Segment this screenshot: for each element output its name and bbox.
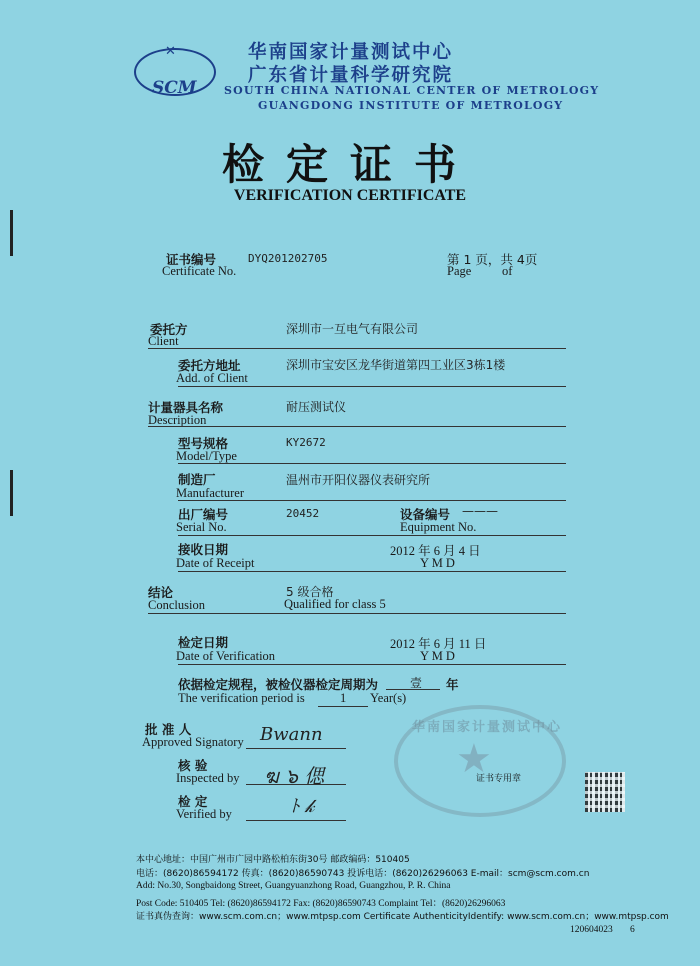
org-name-en-2: GUANGDONG INSTITUTE OF METROLOGY bbox=[258, 99, 564, 112]
serial-label-en: Serial No. bbox=[176, 520, 227, 534]
receipt-date-label-cn: 接收日期 bbox=[178, 542, 229, 557]
description-value: 耐压测试仪 bbox=[286, 400, 347, 414]
footer-address-en: Add: No.30, Songbaidong Street, Guangyuanzhong Road, Guangzhou, P. R. China bbox=[136, 881, 451, 891]
divider bbox=[178, 386, 566, 387]
title-en: VERIFICATION CERTIFICATE bbox=[233, 187, 467, 204]
page-count-cn: 第 1 页，共 4页 bbox=[447, 252, 538, 267]
divider bbox=[178, 664, 566, 665]
verification-date-label-cn: 检定日期 bbox=[178, 635, 229, 650]
seal-text: 华南国家计量测试中心 bbox=[412, 720, 563, 735]
manufacturer-value: 温州市开阳仪器仪表研究所 bbox=[286, 473, 431, 487]
page-label-en: Page bbox=[447, 264, 472, 278]
client-address-label-en: Add. of Client bbox=[176, 371, 248, 385]
description-label-cn: 计量器具名称 bbox=[148, 400, 224, 415]
period-unit-cn: 年 bbox=[446, 677, 459, 692]
approved-label-en: Approved Signatory bbox=[142, 735, 244, 749]
conclusion-value-en: Qualified for class 5 bbox=[284, 597, 386, 611]
footer-contact-cn: 电话：(8620)86594172 传真：(8620)86590743 投诉电话：(8620)26296063 E-mail：scm@scm.com.cn bbox=[136, 869, 590, 879]
client-address-label-cn: 委托方地址 bbox=[178, 358, 241, 373]
description-label-en: Description bbox=[148, 413, 207, 427]
receipt-date-label-en: Date of Receipt bbox=[176, 556, 255, 570]
org-name-cn-2: 广东省计量科学研究院 bbox=[248, 65, 454, 86]
client-address-value: 深圳市宝安区龙华街道第四工业区3栋1楼 bbox=[286, 358, 506, 372]
verification-date-value: 2012 年 6 月 11 日 bbox=[390, 637, 487, 651]
footer-page-number: 6 bbox=[630, 925, 635, 935]
serial-label-cn: 出厂编号 bbox=[178, 507, 229, 522]
seal-caption: 证书专用章 bbox=[476, 774, 522, 784]
divider bbox=[246, 820, 346, 821]
divider bbox=[178, 571, 566, 572]
verification-date-label-en: Date of Verification bbox=[176, 649, 276, 663]
client-label-en: Client bbox=[148, 334, 179, 348]
equipment-value: ——— bbox=[462, 504, 498, 518]
org-name-cn-1: 华南国家计量测试中心 bbox=[248, 42, 454, 63]
approved-signature: Bwann bbox=[260, 724, 323, 745]
period-unit-en: Year(s) bbox=[370, 691, 407, 705]
model-label-cn: 型号规格 bbox=[178, 436, 229, 451]
verified-label-cn: 检 定 bbox=[178, 794, 208, 809]
logo-text: SCM bbox=[152, 78, 197, 98]
inspected-label-en: Inspected by bbox=[176, 771, 240, 785]
page-of-en: of bbox=[502, 264, 513, 278]
binding-mark bbox=[10, 210, 13, 256]
receipt-date-value: 2012 年 6 月 4 日 bbox=[390, 544, 481, 558]
equipment-label-cn: 设备编号 bbox=[400, 507, 451, 522]
approved-label-cn: 批 准 人 bbox=[145, 722, 192, 737]
serial-value: 20452 bbox=[286, 507, 320, 520]
period-label-cn: 依据检定规程，被检仪器检定周期为 bbox=[178, 677, 379, 692]
divider bbox=[246, 748, 346, 749]
divider bbox=[178, 535, 566, 536]
cert-no-label-cn: 证书编号 bbox=[166, 252, 217, 267]
footer-address-cn: 本中心地址：中国广州市广园中路松柏东街30号 邮政编码：510405 bbox=[136, 855, 410, 865]
divider bbox=[148, 426, 566, 427]
divider bbox=[318, 706, 368, 707]
divider bbox=[148, 348, 566, 349]
model-label-en: Model/Type bbox=[176, 449, 237, 463]
verified-signature: ﾄ 𝓀 bbox=[290, 796, 315, 817]
divider bbox=[386, 689, 440, 690]
receipt-date-ymd: Y M D bbox=[420, 556, 455, 570]
cert-no-value: DYQ201202705 bbox=[248, 252, 328, 265]
footer-authenticity: 证书真伪查询：www.scm.com.cn；www.mtpsp.com Certificate AuthenticityIdentify: www.scm.com.cn；www.mtpsp.com bbox=[136, 912, 669, 922]
org-name-en-1: SOUTH CHINA NATIONAL CENTER OF METROLOGY bbox=[224, 84, 600, 97]
period-value-cn: 壹 bbox=[410, 676, 423, 690]
footer-code: 120604023 bbox=[570, 925, 613, 935]
inspected-signature: ฆ ๖ 偲 bbox=[264, 764, 325, 788]
equipment-label-en: Equipment No. bbox=[400, 520, 477, 534]
binding-mark bbox=[10, 470, 13, 516]
model-value: KY2672 bbox=[286, 436, 326, 449]
conclusion-label-cn: 结论 bbox=[148, 585, 174, 600]
divider bbox=[246, 784, 346, 785]
divider bbox=[148, 613, 566, 614]
footer-contact-en: Post Code: 510405 Tel: (8620)86594172 Fax: (8620)86590743 Complaint Tel：(8620)26296063 bbox=[136, 899, 506, 909]
qr-code bbox=[585, 772, 625, 812]
verification-date-ymd: Y M D bbox=[420, 649, 455, 663]
cert-no-label-en: Certificate No. bbox=[162, 264, 237, 278]
conclusion-value-cn: 5 级合格 bbox=[286, 585, 334, 599]
conclusion-label-en: Conclusion bbox=[148, 598, 205, 612]
manufacturer-label-cn: 制造厂 bbox=[178, 472, 216, 487]
divider bbox=[178, 463, 566, 464]
logo-emblem-icon: ✕ bbox=[165, 44, 176, 59]
period-label-en: The verification period is bbox=[178, 691, 305, 705]
client-label-cn: 委托方 bbox=[150, 322, 188, 337]
verified-label-en: Verified by bbox=[176, 807, 232, 821]
manufacturer-label-en: Manufacturer bbox=[176, 486, 245, 500]
divider bbox=[178, 500, 566, 501]
period-value-en: 1 bbox=[340, 691, 347, 705]
client-value: 深圳市一互电气有限公司 bbox=[286, 322, 419, 336]
inspected-label-cn: 核 验 bbox=[178, 758, 208, 773]
title-cn: 检定证书 bbox=[221, 140, 478, 189]
star-icon: ★ bbox=[456, 736, 492, 782]
